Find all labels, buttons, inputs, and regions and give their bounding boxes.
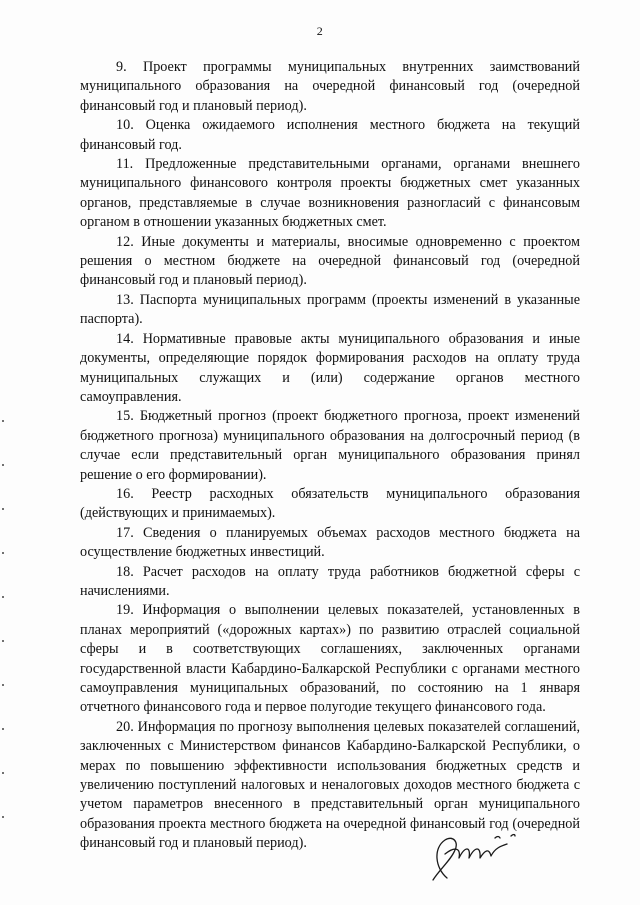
list-item: 9. Проект программы муниципальных внутренних заимствований муниципального образования на очередной финансовый год (очередной финансовый год и плановый период). xyxy=(80,59,580,114)
signature-icon xyxy=(425,828,535,888)
list-item: 17. Сведения о планируемых объемах расходов местного бюджета на осуществление бюджетных инвестиций. xyxy=(80,524,580,561)
list-item: 13. Паспорта муниципальных программ (проекты изменений в указанные паспорта). xyxy=(80,291,580,328)
scan-edge-marks xyxy=(2,420,5,860)
list-item: 16. Реестр расходных обязательств муниципального образования (действующих и принимаемых). xyxy=(80,485,580,522)
list-item: 20. Информация по прогнозу выполнения целевых показателей соглашений, заключенных с Министерством финансов Кабардино-Балкарской Республики, о мерах по повышению эффективности использования бюджетных средств и увеличению поступлений налоговых и неналоговых доходов местного бюджета с учетом параметров внесенного в представительный орган муниципального образования проекта местного бюджета на очередной финансовый год (очередной финансовый год и плановый период). xyxy=(80,718,580,852)
list-item: 14. Нормативные правовые акты муниципального образования и иные документы, определяющие порядок формирования расходов на оплату труда муниципальных служащих и (или) содержание органов местного самоуправления. xyxy=(80,330,580,405)
list-item: 12. Иные документы и материалы, вносимые одновременно с проектом решения о местном бюджете на очередной финансовый год (очередной финансовый год и плановый период). xyxy=(80,233,580,289)
page-number: 2 xyxy=(316,24,324,38)
list-item: 19. Информация о выполнении целевых показателей, установленных в планах мероприятий («дорожных картах») по развитию отраслей социальной сферы и в соответствующих соглашениях, заключенных органами государственной власти Кабардино-Балкарской Республики с органами местного самоуправления муниципальных образований, по состоянию на 1 января отчетного финансового года и первое полугодие текущего финансового года. xyxy=(80,602,580,716)
list-item: 18. Расчет расходов на оплату труда работников бюджетной сферы с начислениями. xyxy=(80,563,580,599)
document-body xyxy=(80,58,580,854)
list-item: 10. Оценка ожидаемого исполнения местного бюджета на текущий финансовый год. xyxy=(80,117,580,153)
list-item: 11. Предложенные представительными органами, органами внешнего муниципального финансового контроля проекты бюджетных смет указанных органов, представляемые в случае возникновения разногласий с финансовым органом в отношении указанных бюджетных смет. xyxy=(80,156,580,231)
list-item: 15. Бюджетный прогноз (проект бюджетного прогноза, проект изменений бюджетного прогноза) муниципального образования на долгосрочный период (в случае если представительный орган муниципального образования принял решение о его формировании). xyxy=(80,408,580,483)
